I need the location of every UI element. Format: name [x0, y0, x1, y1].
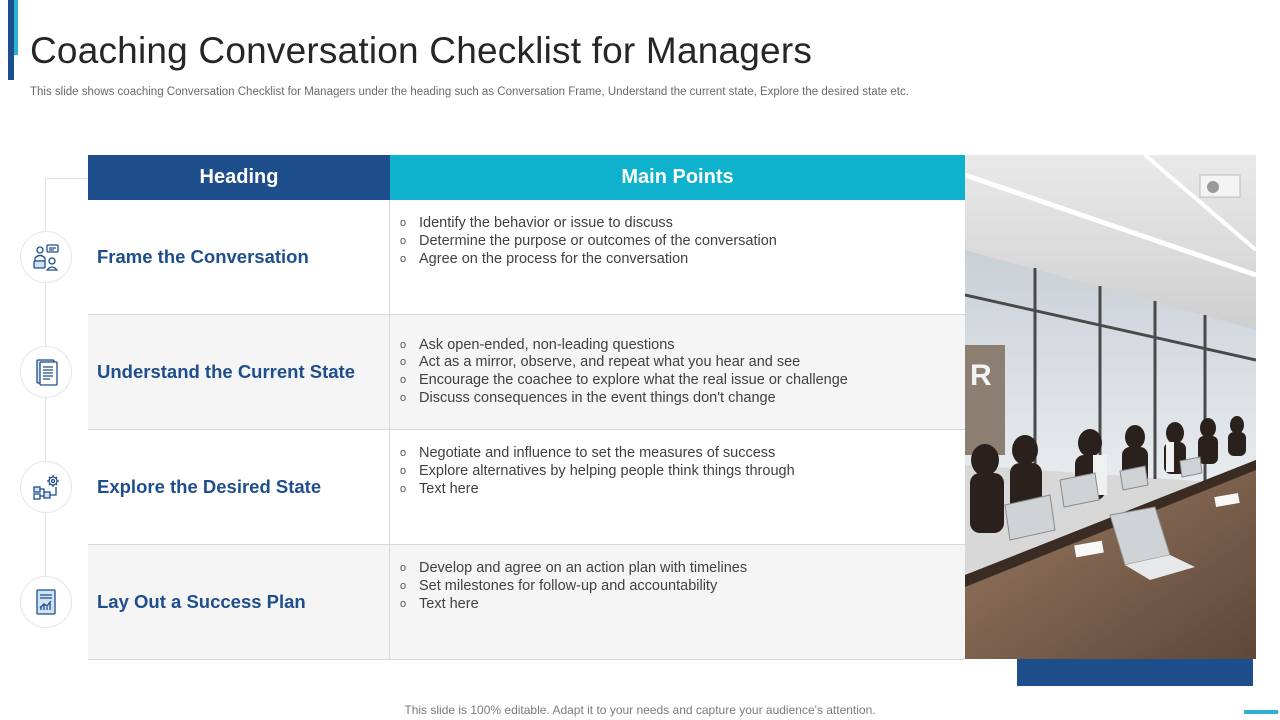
checklist-table	[88, 155, 965, 660]
table-row	[88, 430, 965, 545]
footer-accent-bar	[1244, 710, 1278, 714]
timeline-connector	[45, 178, 88, 179]
list-item: o Set milestones for follow-up and accountability	[400, 578, 718, 595]
bullet: o	[400, 235, 407, 248]
report-chart-icon	[20, 576, 72, 628]
list-item: o Explore alternatives by helping people think things through	[400, 463, 795, 480]
bullet: o	[400, 356, 407, 369]
workflow-gear-icon	[20, 461, 72, 513]
svg-text:R: R	[970, 359, 992, 392]
bullet: o	[400, 447, 407, 460]
row-points	[390, 315, 965, 429]
bullet: o	[400, 217, 407, 230]
bullet: o	[400, 562, 407, 575]
list-item: o Determine the purpose or outcomes of the conversation	[400, 233, 777, 250]
row-heading: Explore the Desired State	[88, 430, 390, 544]
people-discussion-icon	[20, 231, 72, 283]
bullet: o	[400, 252, 407, 265]
list-item: o Text here	[400, 595, 479, 612]
row-points	[390, 430, 965, 544]
page-subtitle: This slide shows coaching Conversation Checklist for Managers under the heading such as Conversation Frame, Understand the current state, Explore the desired state etc.	[30, 86, 909, 98]
row-points	[390, 200, 965, 314]
list-item: o Negotiate and influence to set the measures of success	[400, 445, 776, 462]
row-points	[390, 545, 965, 659]
row-heading: Understand the Current State	[88, 315, 390, 429]
list-item: o Act as a mirror, observe, and repeat what you hear and see	[400, 354, 801, 371]
bullet: o	[400, 597, 407, 610]
page-title: Coaching Conversation Checklist for Managers	[30, 30, 813, 71]
bullet: o	[400, 580, 407, 593]
bullet: o	[400, 391, 407, 404]
list-item: o Discuss consequences in the event things don't change	[400, 389, 776, 406]
row-heading: Frame the Conversation	[88, 200, 390, 314]
table-row	[88, 545, 965, 660]
list-item: o Agree on the process for the conversation	[400, 250, 689, 267]
table-row	[88, 200, 965, 315]
bullet: o	[400, 465, 407, 478]
column-header-main-points: Main Points	[390, 155, 965, 200]
row-heading: Lay Out a Success Plan	[88, 545, 390, 659]
column-header-heading: Heading	[88, 155, 390, 200]
list-item: o Encourage the coachee to explore what the real issue or challenge	[400, 372, 848, 388]
list-item: o Develop and agree on an action plan with timelines	[400, 560, 748, 577]
table-row	[88, 315, 965, 430]
meeting-room-photo	[965, 155, 1256, 659]
bullet: o	[400, 374, 407, 386]
list-item: o Identify the behavior or issue to discuss	[400, 215, 673, 232]
table-header	[88, 155, 965, 200]
list-item: o Text here	[400, 480, 479, 497]
bullet: o	[400, 482, 407, 495]
footer-note: This slide is 100% editable. Adapt it to your needs and capture your audience's attention.	[404, 703, 876, 717]
title-accent-bar-light	[14, 0, 18, 55]
bullet: o	[400, 338, 407, 351]
list-item: o Ask open-ended, non-leading questions	[400, 336, 675, 353]
document-icon	[20, 346, 72, 398]
